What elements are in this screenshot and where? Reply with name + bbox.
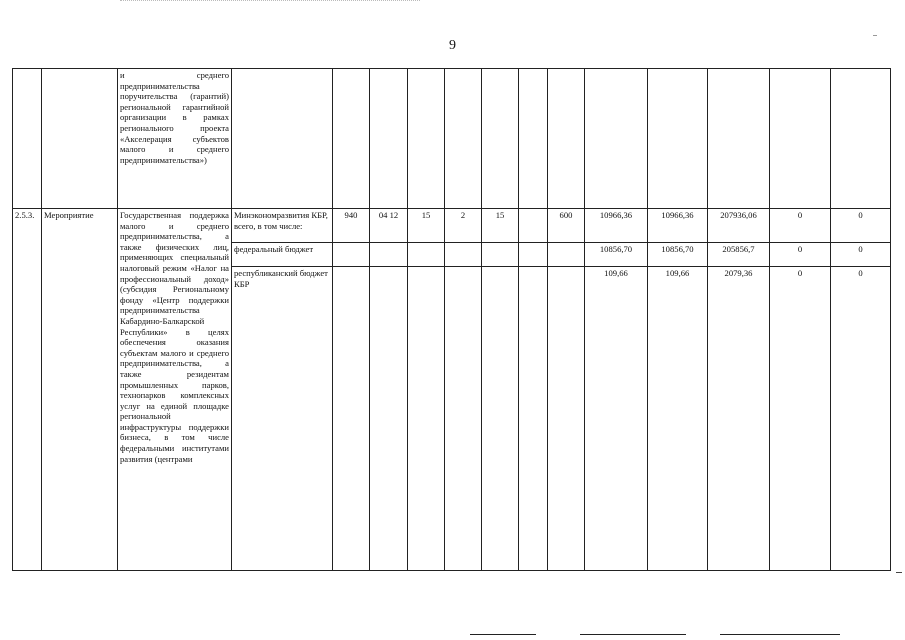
csr-code-2: 2 xyxy=(445,209,482,243)
row-type: Мероприятие xyxy=(42,209,118,571)
republic-value-3: 2079,36 xyxy=(708,267,770,571)
signature-line xyxy=(720,634,840,635)
total-value-1: 10966,36 xyxy=(585,209,648,243)
total-value-2: 10966,36 xyxy=(648,209,708,243)
federal-value-3: 205856,7 xyxy=(708,243,770,267)
signature-line xyxy=(470,634,536,635)
csr-code-1: 15 xyxy=(408,209,445,243)
vr-code: 600 xyxy=(548,209,585,243)
federal-value-5: 0 xyxy=(831,243,891,267)
federal-value-4: 0 xyxy=(770,243,831,267)
page-number: 9 xyxy=(449,38,456,53)
federal-value-2: 10856,70 xyxy=(648,243,708,267)
row-description: Государственная поддержка малого и среднего предпринимательства, а также физических лиц, применяющих специальный налоговый режим «Налог на профессиональный доход» (субсидия Региональному фонду «Центр поддержки предпринимательства Кабардино-Балкарской Республики» в целях обеспечения оказания субъектам малого и среднего предпринимательства, а также резидентам промышленных парков, технопарков комплексных услуг на единой площадке региональной инфраструктуры поддержки бизнеса, в том числе федеральными институтами развития (центрами xyxy=(118,209,232,571)
table-row-2-5-3-total xyxy=(13,209,891,243)
table-row-continuation xyxy=(13,69,891,209)
signature-line xyxy=(580,634,686,635)
row-number: 2.5.3. xyxy=(13,209,42,571)
republic-value-4: 0 xyxy=(770,267,831,571)
republic-value-5: 0 xyxy=(831,267,891,571)
grbs-code: 940 xyxy=(333,209,370,243)
budget-table xyxy=(12,68,891,571)
total-value-4: 0 xyxy=(770,209,831,243)
republic-value-1: 109,66 xyxy=(585,267,648,571)
scan-artifact xyxy=(873,35,877,36)
total-value-3: 207936,06 xyxy=(708,209,770,243)
rz-pr-code: 04 12 xyxy=(370,209,408,243)
csr-code-3: 15 xyxy=(482,209,519,243)
executor-total: Минэкономразвития КБР, всего, в том числе: xyxy=(232,209,333,243)
federal-value-1: 10856,70 xyxy=(585,243,648,267)
sub-row-label: республиканский бюджет КБР xyxy=(232,267,333,571)
scan-artifact xyxy=(896,572,902,573)
sub-row-label: федеральный бюджет xyxy=(232,243,333,267)
republic-value-2: 109,66 xyxy=(648,267,708,571)
total-value-5: 0 xyxy=(831,209,891,243)
prev-row-description: и среднего предпринимательства поручительства (гарантий) региональной гарантийной организации в рамках регионального проекта «Акселерация субъектов малого и среднего предпринимательства») xyxy=(118,69,232,209)
scan-artifact xyxy=(120,0,420,3)
